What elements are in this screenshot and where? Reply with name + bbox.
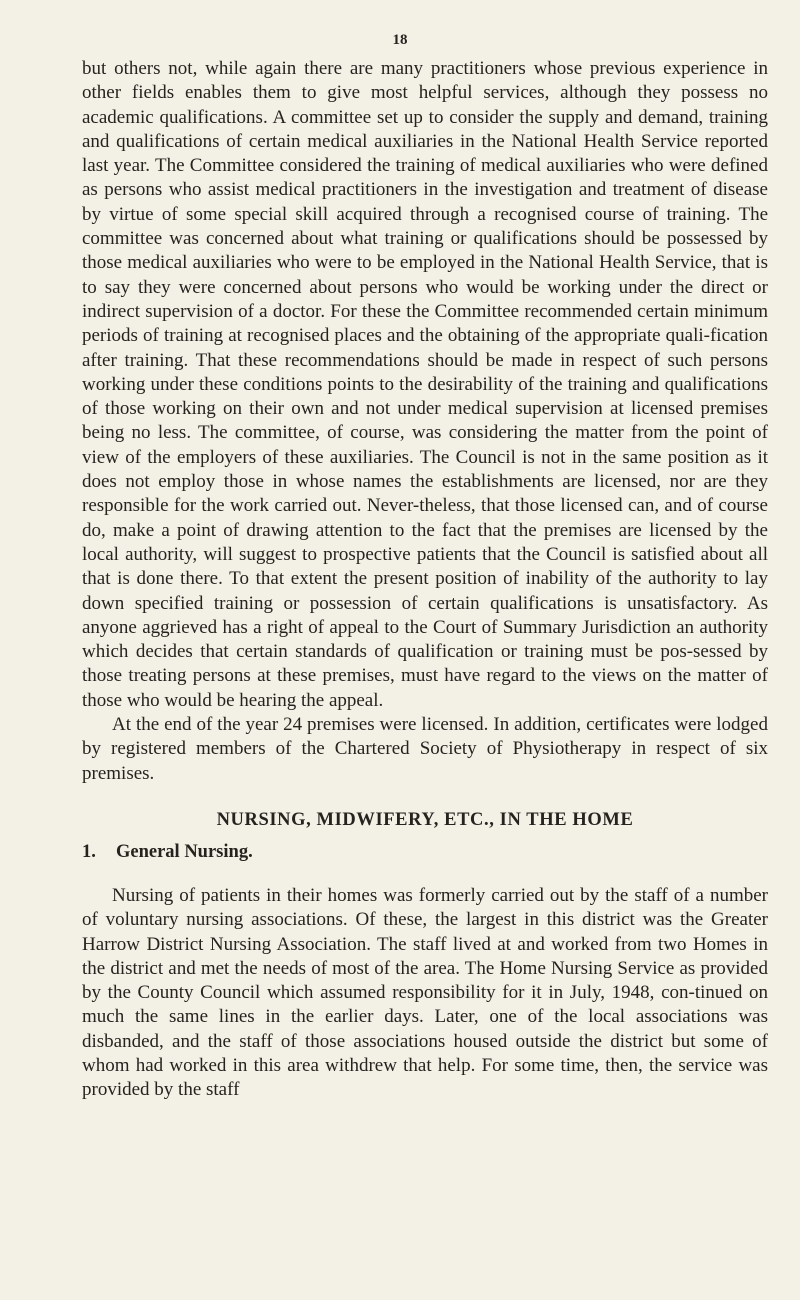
subsection-title: General Nursing. bbox=[116, 841, 253, 862]
page-content bbox=[82, 57, 768, 1103]
section-paragraph: Nursing of patients in their homes was formerly carried out by the staff of a number of voluntary nursing associations. Of these, the largest in this district was the Greater Harrow District Nursing Association. The staff lived at and worked from two Homes in the district and met the needs of most of the area. The Home Nursing Service as provided by the County Council which assumed responsibility for it in July, 1948, con-tinued on much the same lines in the earlier days. Later, one of the local associations was disbanded, and the staff of those associations housed outside the district but some of whom had worked in this area withdrew that help. For some time, then, the service was provided by the staff bbox=[82, 884, 768, 1101]
section-heading: NURSING, MIDWIFERY, ETC., IN THE HOME bbox=[216, 809, 634, 830]
subsection-heading bbox=[82, 840, 768, 864]
body-paragraph-2: At the end of the year 24 premises were licensed. In addition, certificates were lodged by registered members of the Chartered Society of Physiotherapy in respect of six premises. bbox=[82, 714, 768, 784]
body-paragraph-1: but others not, while again there are many practitioners whose previous experience in other fields enables them to give most helpful services, although they possess no academic qualifications. A committee set up to consider the supply and demand, training and qualifications of certain medical auxiliaries in the National Health Service reported last year. The Committee considered the training of medical auxiliaries who were defined as persons who assist medical practitioners in the investigation and treatment of disease by virtue of some special skill acquired through a recognised course of training. The committee was concerned about what training or qualifications should be possessed by those medical auxiliaries who were to be employed in the National Health Service, that is to say they were concerned about persons who would be working under the direct or indirect supervision of a doctor. For these the Committee recommended certain minimum periods of training at recognised places and the obtaining of the appropriate quali-fication after training. That these recommendations should be made in respect of such persons working under these conditions points to the desirability of the training and qualifications of those working on their own and not under medical supervision at licensed premises being no less. The committee, of course, was considering the matter from the point of view of the employers of these auxiliaries. The Council is not in the same position as it does not employ those in whose names the establishments are licensed, nor are they responsible for the work carried out. Never-theless, that those licensed can, and of course do, make a point of drawing attention to the fact that the premises are licensed by the local authority, will suggest to prospective patients that the Council is satisfied about all that is done there. To that extent the present position of inability of the authority to lay down specified training or possession of certain qualifications is unsatisfactory. As anyone aggrieved has a right of appeal to the Court of Summary Jurisdiction an authority which decides that certain standards of qualification or training must be pos-sessed by those treating persons at these premises, must have regard to the views on the matter of those who would be hearing the appeal. bbox=[82, 58, 768, 711]
subsection-number: 1. bbox=[82, 841, 96, 862]
page-number: 18 bbox=[392, 32, 408, 48]
